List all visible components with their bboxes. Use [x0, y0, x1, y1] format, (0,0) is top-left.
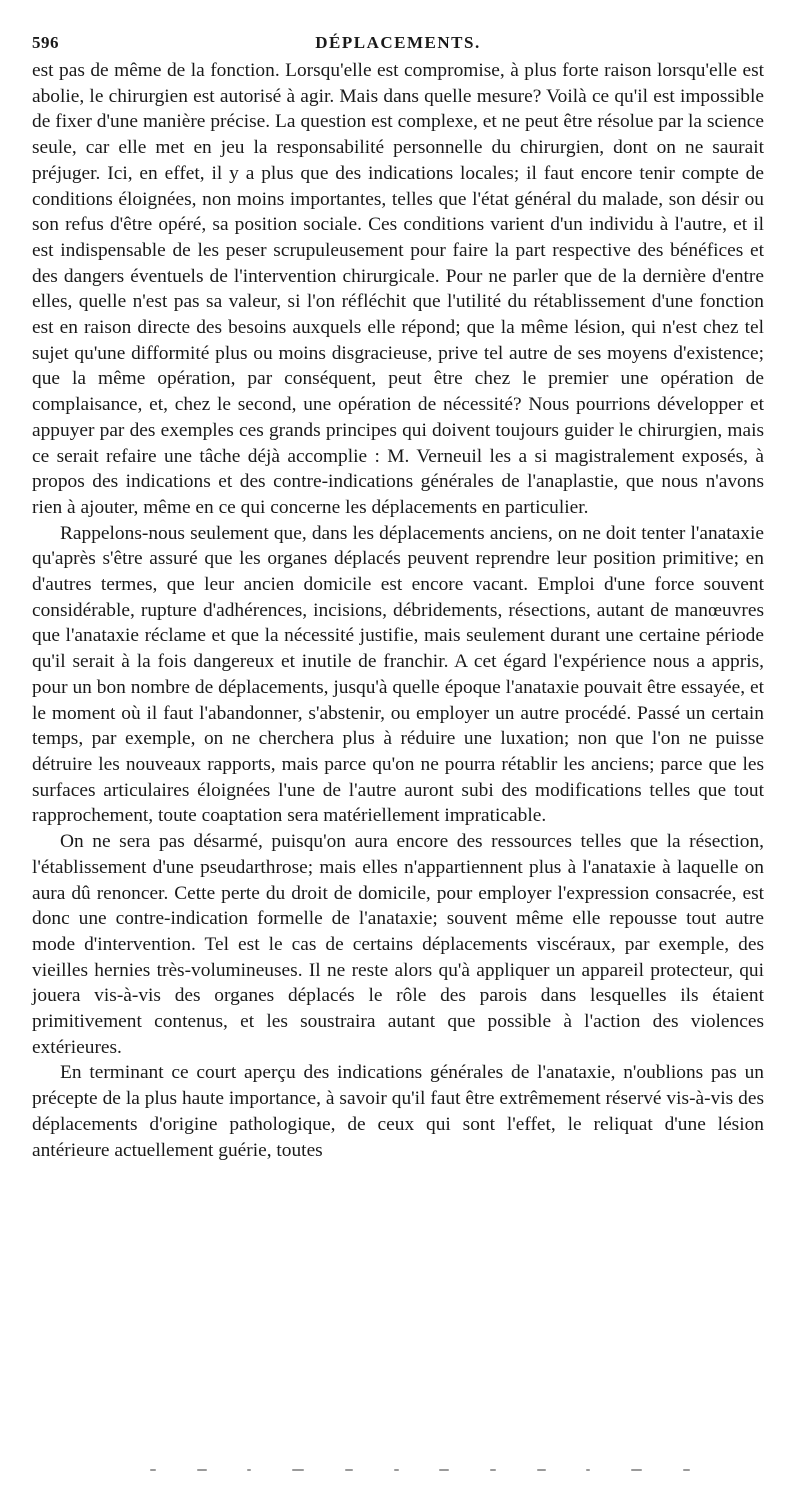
page-number: 596: [32, 33, 59, 52]
footer-bleed-marks: [150, 1466, 690, 1474]
running-title: DÉPLACEMENTS.: [315, 33, 481, 52]
paragraph: En terminant ce court aperçu des indications générales de l'anataxie, n'oublions pas un précepte de la plus haute importance, à savoir qu'il faut être extrêmement réservé vis-à-vis des déplacements d'origine pathologique, de ceux qui sont l'effet, le reliquat d'une lésion antérieure actuellement guérie, toutes: [32, 1062, 764, 1161]
running-head: [32, 30, 764, 56]
paragraph: Rappelons-nous seulement que, dans les déplacements anciens, on ne doit tenter l'anataxie qu'après s'être assuré que les organes déplacés peuvent reprendre leur position primitive; en d'autres termes, que leur ancien domicile est encore vacant. Emploi d'une force souvent considérable, rupture d'adhérences, incisions, débridements, résections, autant de manœuvres que l'anataxie réclame et que la nécessité justifie, mais seulement durant une certaine période qu'il serait à la fois dangereux et inutile de franchir. A cet égard l'expérience nous a appris, pour un bon nombre de déplacements, jusqu'à quelle époque l'anataxie pouvait être essayée, et le moment où il faut l'abandonner, s'abstenir, ou employer un autre procédé. Passé un certain temps, par exemple, on ne cherchera plus à réduire une luxation; non que l'on ne puisse détruire les nouveaux rapports, mais parce qu'on ne pourra rétablir les anciens; parce que les surfaces articulaires éloignées l'une de l'autre auront subi des modifications telles que tout rapprochement, toute coaptation sera matériellement impraticable.: [32, 522, 764, 827]
body-text: [32, 58, 764, 1163]
book-page: [32, 30, 764, 1163]
paragraph: On ne sera pas désarmé, puisqu'on aura encore des ressources telles que la résection, l'établissement d'une pseudarthrose; mais elles n'appartiennent plus à l'anataxie à laquelle on aura dû renoncer. Cette perte du droit de domicile, pour employer l'expression consacrée, est donc une contre-indication formelle de l'anataxie; souvent même elle repousse tout autre mode d'intervention. Tel est le cas de certains déplacements viscéraux, par exemple, des vieilles hernies très-volumineuses. Il ne reste alors qu'à appliquer un appareil protecteur, qui jouera vis-à-vis des organes déplacés le rôle des parois dans lesquelles ils étaient primitivement contenus, et les soustraira autant que possible à l'action des violences extérieures.: [32, 831, 764, 1058]
paragraph-continued: est pas de même de la fonction. Lorsqu'elle est compromise, à plus forte raison lorsqu'elle est abolie, le chirurgien est autorisé à agir. Mais dans quelle mesure? Voilà ce qu'il est impossible de fixer d'une manière précise. La question est complexe, et ne peut être résolue par la science seule, car elle met en jeu la responsabilité personnelle du chirurgien, dont on ne saurait préjuger. Ici, en effet, il y a plus que des indications locales; il faut encore tenir compte de conditions éloignées, non moins importantes, telles que l'état général du malade, son désir ou son refus d'être opéré, sa position sociale. Ces conditions varient d'un individu à l'autre, et il est indispensable de les peser scrupuleusement pour faire la part respective des bénéfices et des dangers éventuels de l'intervention chirurgicale. Pour ne parler que de la dernière d'entre elles, quelle n'est pas sa valeur, si l'on réfléchit que l'utilité du rétablissement d'une fonction est en raison directe des besoins auxquels elle répond; que la même lésion, qui n'est chez tel sujet qu'une difformité plus ou moins disgracieuse, prive tel autre de ses moyens d'existence; que la même opération, par conséquent, peut être chez le premier une opération de complaisance, et, chez le second, une opération de nécessité? Nous pourrions développer et appuyer par des exemples ces grands principes qui doivent toujours guider le chirurgien, mais ce serait refaire une tâche déjà accomplie : M. Verneuil les a si magistralement exposés, à propos des indications et des contre-indications générales de l'anaplastie, que nous n'avons rien à ajouter, même en ce qui concerne les déplacements en particulier.: [32, 60, 764, 518]
